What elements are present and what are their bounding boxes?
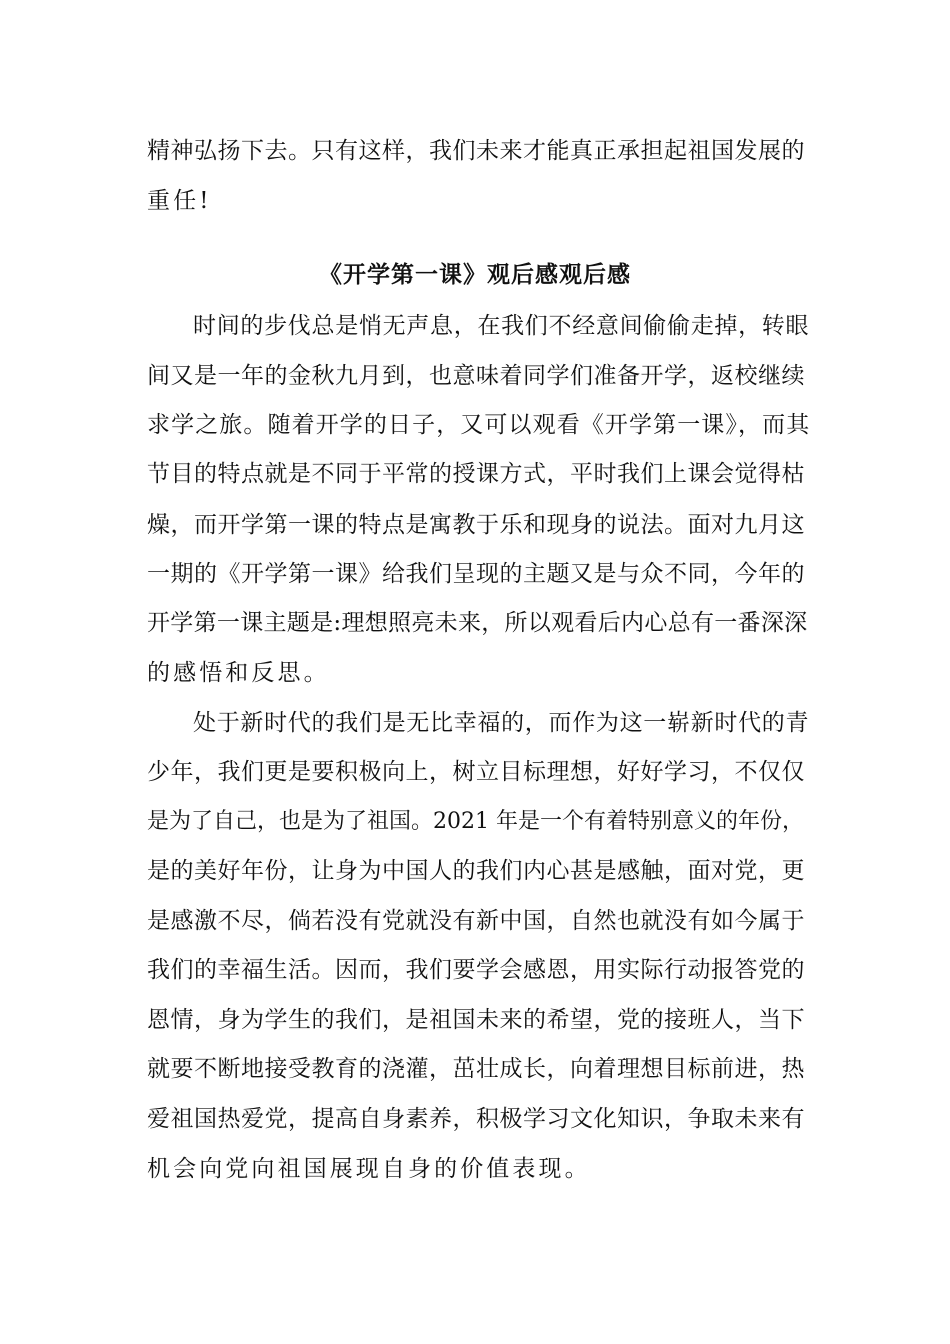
paragraph-line: 我们的幸福生活。因而，我们要学会感恩，用实际行动报答党的 (147, 957, 805, 983)
section-title: 《开学第一课》观后感观后感 (319, 261, 631, 288)
continuation-line: 精神弘扬下去。只有这样，我们未来才能真正承担起祖国发展的 (147, 138, 805, 164)
paragraph-line: 处于新时代的我们是无比幸福的，而作为这一崭新时代的青 (193, 710, 810, 736)
paragraph-line: 是为了自己，也是为了祖国。2021 年是一个有着特别意义的年份， (147, 809, 804, 834)
paragraph-line: 机会向党向祖国展现自身的价值表现。 (147, 1156, 591, 1182)
paragraph-line: 少年，我们更是要积极向上，树立目标理想，好好学习，不仅仅 (147, 759, 805, 785)
paragraph-line: 间又是一年的金秋九月到，也意味着同学们准备开学，返校继续 (147, 363, 805, 389)
paragraph-line: 是感激不尽，倘若没有党就没有新中国，自然也就没有如今属于 (147, 908, 805, 934)
paragraph-line: 开学第一课主题是:理想照亮未来，所以观看后内心总有一番深深 (147, 610, 808, 636)
paragraph-line: 爱祖国热爱党，提高自身素养，积极学习文化知识，争取未来有 (147, 1106, 805, 1132)
continuation-line: 重任! (147, 188, 212, 214)
paragraph-line: 的感悟和反思。 (147, 660, 330, 686)
paragraph-line: 求学之旅。随着开学的日子，又可以观看《开学第一课》，而其 (147, 412, 811, 438)
paragraph-line: 一期的《开学第一课》给我们呈现的主题又是与众不同，今年的 (147, 561, 805, 587)
paragraph-line: 时间的步伐总是悄无声息，在我们不经意间偷偷走掉，转眼 (193, 313, 810, 339)
paragraph-line: 是的美好年份，让身为中国人的我们内心甚是感触，面对党，更 (147, 858, 805, 884)
paragraph-line: 燥，而开学第一课的特点是寓教于乐和现身的说法。面对九月这 (147, 512, 805, 538)
paragraph-line: 恩情，身为学生的我们，是祖国未来的希望，党的接班人，当下 (147, 1007, 805, 1033)
paragraph-line: 就要不断地接受教育的浇灌，茁壮成长，向着理想目标前进，热 (147, 1056, 805, 1082)
paragraph-line: 节目的特点就是不同于平常的授课方式，平时我们上课会觉得枯 (147, 461, 805, 487)
